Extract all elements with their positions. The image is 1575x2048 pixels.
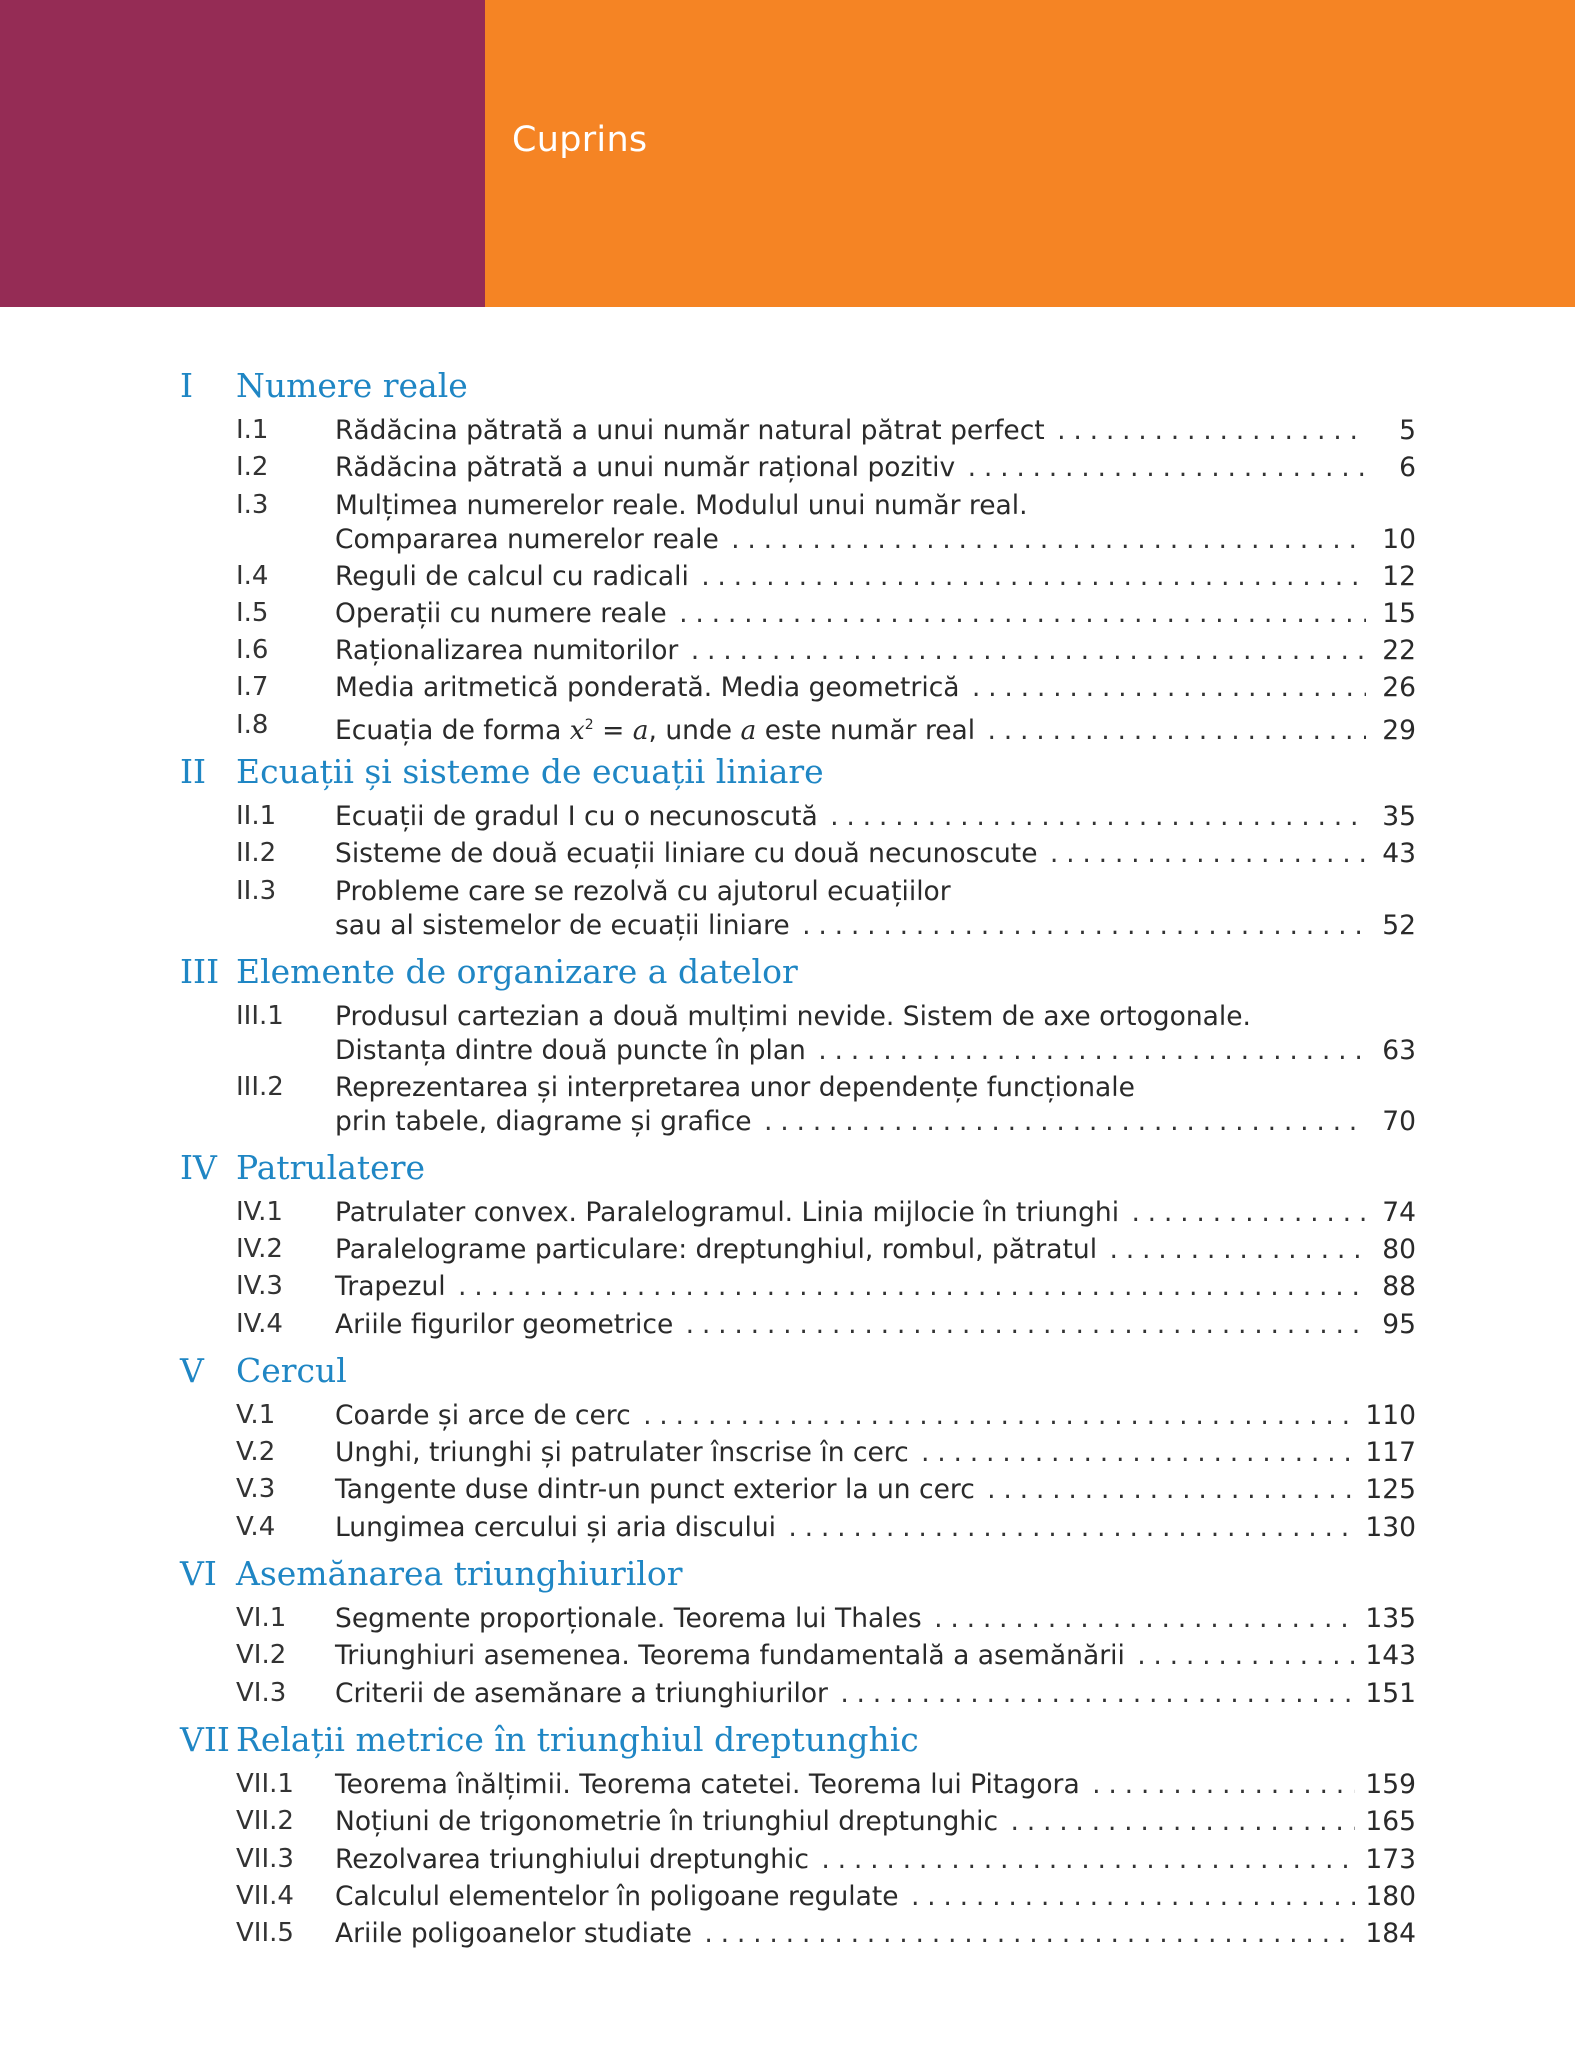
entry-code: IV.4 [236,1308,283,1339]
page-number: 26 [1382,672,1416,704]
entry-code: VI.2 [236,1640,287,1671]
page-number: 117 [1365,1437,1416,1469]
toc-entry[interactable] [180,558,1416,595]
entry-title: Coarde și arce de cerc [335,1399,631,1431]
page-number: 165 [1365,1806,1416,1838]
entry-code: VII.1 [236,1768,294,1799]
dot-leader [1090,1768,1356,1805]
entry-title: Sisteme de două ecuații liniare cu două necunoscute [335,838,1038,870]
entry-code: VI.1 [236,1603,287,1634]
chapter-number: V [180,1350,204,1390]
dot-leader [729,523,1366,560]
toc-entry[interactable] [180,595,1416,632]
entry-code: III.1 [236,1000,284,1031]
entry-title: Teorema înălțimii. Teorema catetei. Teorema lui Pitagora [335,1768,1080,1800]
page-number: 63 [1382,1034,1416,1066]
entry-code: I.4 [236,560,269,591]
entry-title: Calculul elementelor în poligoane regulate [335,1880,899,1912]
dot-leader [838,1677,1355,1714]
dot-leader [909,1880,1356,1917]
dot-leader [699,560,1366,597]
chapter-title: Elemente de organizare a datelor [236,951,798,991]
dot-leader [786,1511,1355,1548]
dot-leader [919,1436,1356,1473]
toc-entry[interactable] [180,1231,1416,1268]
page-number: 95 [1382,1308,1416,1340]
entry-title-line1: Produsul cartezian a două mulțimi nevide. Sistem de axe ortogonale. [335,1000,1251,1032]
chapter-title: Asemănarea triunghiurilor [236,1554,683,1594]
chapter-title: Numere reale [236,366,468,405]
chapter-number: I [180,366,194,405]
entry-code: V.4 [236,1511,276,1542]
chapter-3 [180,948,1416,1140]
toc-entry[interactable] [180,1878,1416,1915]
entry-title: Lungimea cercului și aria discului [335,1511,776,1543]
toc-entry[interactable] [180,1600,1416,1637]
toc-entry[interactable] [180,1397,1416,1434]
entry-code: VII.2 [236,1806,294,1837]
dot-leader [1055,414,1366,451]
page-number: 184 [1365,1918,1416,1950]
chapter-number: IV [180,1147,217,1187]
page-number: 35 [1382,801,1416,833]
toc-entry[interactable] [180,1268,1416,1305]
dot-leader [800,909,1366,946]
entry-title: Tangente duse dintr-un punct exterior la un cerc [335,1474,975,1506]
chapter-number: II [180,752,207,792]
entry-title: Paralelograme particulare: dreptunghiul, rombul, pătratul [335,1233,1098,1265]
dot-leader [985,714,1366,751]
entry-title: Reguli de calcul cu radicali [335,560,689,592]
toc-entry[interactable] [180,1803,1416,1840]
math-variable-a: a [740,714,757,746]
page-number: 5 [1399,415,1416,446]
toc-entry[interactable] [180,1766,1416,1803]
dot-leader [456,1270,1366,1307]
entry-title: Noțiuni de trigonometrie în triunghiul dreptunghic [335,1806,999,1838]
entry-code: VII.5 [236,1918,294,1949]
entry-title: Distanța dintre două puncte în plan [335,1034,806,1066]
page-number: 110 [1365,1399,1416,1431]
entry-title: Rezolvarea triunghiului dreptunghic [335,1843,809,1875]
entry-code: IV.3 [236,1271,283,1302]
entry-title-line1: Mulțimea numerelor reale. Modulul unui număr real. [335,489,1028,521]
toc-entry[interactable] [180,632,1416,669]
chapter-heading [180,1347,1416,1397]
chapter-heading [180,948,1416,998]
chapter-5 [180,1347,1416,1546]
entry-title: Operații cu numere reale [335,597,667,629]
page-number: 80 [1382,1233,1416,1265]
toc-entry[interactable] [180,798,1416,835]
toc-entry[interactable] [180,1675,1416,1712]
math-variable-a: a [632,714,649,746]
entry-code: VII.4 [236,1880,294,1911]
chapter-2 [180,748,1416,944]
page-number: 135 [1365,1603,1416,1635]
toc-entry[interactable] [180,487,1416,558]
entry-title: Ariile figurilor geometrice [335,1308,674,1340]
entry-code: V.3 [236,1474,276,1505]
entry-title: Patrulater convex. Paralelogramul. Linia mijlocie în triunghi [335,1196,1120,1228]
entry-title: sau al sistemelor de ecuații liniare [335,909,790,941]
chapter-title: Relații metrice în triunghiul dreptunghic [236,1719,919,1759]
toc-entry[interactable] [180,669,1416,706]
entry-code: I.6 [236,635,269,666]
entry-title-line1: Probleme care se rezolvă cu ajutorul ecuațiilor [335,875,951,907]
header-band-right [485,0,1575,307]
page-number: 70 [1382,1105,1416,1137]
chapter-heading [180,362,1416,412]
entry-title: Unghi, triunghi și patrulater înscrise în cerc [335,1437,909,1469]
toc-entry[interactable] [180,1509,1416,1546]
toc-entry[interactable] [180,1306,1416,1343]
dot-leader [1048,837,1367,874]
chapter-number: VI [180,1554,217,1594]
dot-leader [828,800,1366,837]
toc-entry[interactable] [180,1471,1416,1508]
toc-entry[interactable] [180,1841,1416,1878]
page-number: 125 [1365,1474,1416,1506]
entry-title: Criterii de asemănare a triunghiurilor [335,1677,828,1709]
math-variable-x: x [569,714,585,746]
entry-code: V.2 [236,1437,276,1468]
page-number: 12 [1382,560,1416,592]
entry-code: I.7 [236,672,269,703]
dot-leader [762,1105,1366,1142]
dot-leader [819,1843,1355,1880]
entry-title: Rădăcina pătrată a unui număr natural pătrat perfect [335,415,1045,446]
toc-entry[interactable] [180,1069,1416,1140]
entry-title: Ariile poligoanelor studiate [335,1918,692,1950]
dot-leader [702,1917,1355,1954]
chapter-heading [180,1550,1416,1600]
dot-leader [683,1308,1366,1345]
entry-title: Media aritmetică ponderată. Media geometrică [335,672,960,704]
dot-leader [932,1602,1356,1639]
entry-code: II.3 [236,875,277,906]
entry-code: IV.1 [236,1196,283,1227]
page-number: 143 [1365,1640,1416,1672]
toc-entry[interactable] [180,449,1416,486]
toc-entry[interactable] [180,998,1416,1069]
page-number: 173 [1365,1843,1416,1875]
entry-code: I.2 [236,452,269,483]
page-number: 151 [1365,1677,1416,1709]
entry-title-line1: Reprezentarea și interpretarea unor dependențe funcționale [335,1071,1135,1103]
table-of-contents [180,362,1416,1952]
dot-leader [677,597,1366,634]
chapter-number: VII [180,1719,230,1759]
entry-title: Raționalizarea numitorilor [335,635,679,667]
page-number: 22 [1382,635,1416,667]
entry-title: Triunghiuri asemenea. Teorema fundamentală a asemănării [335,1640,1125,1672]
chapter-4 [180,1144,1416,1343]
dot-leader [1008,1805,1355,1842]
chapter-number: III [180,951,220,991]
page-title: Cuprins [512,120,648,160]
entry-title: Compararea numerelor reale [335,523,719,555]
page-number: 88 [1382,1271,1416,1303]
entry-code: IV.2 [236,1233,283,1264]
page-number: 29 [1382,714,1416,746]
toc-entry[interactable] [180,1194,1416,1231]
page-number: 10 [1382,523,1416,555]
dot-leader [970,671,1367,708]
dot-leader [1107,1233,1366,1270]
dot-leader [641,1399,1356,1436]
toc-entry[interactable] [180,873,1416,944]
chapter-title: Patrulatere [236,1147,426,1187]
entry-title: Rădăcina pătrată a unui număr rațional pozitiv [335,452,956,484]
entry-title: Trapezul [335,1271,446,1303]
page-number: 6 [1399,452,1416,484]
entry-code: I.3 [236,489,269,520]
entry-code: VII.3 [236,1843,294,1874]
page-number: 180 [1365,1880,1416,1912]
dot-leader [1129,1196,1366,1233]
entry-title: Segmente proporționale. Teorema lui Thales [335,1603,922,1635]
dot-leader [965,451,1366,488]
page-number: 74 [1382,1196,1416,1228]
chapter-6 [180,1550,1416,1712]
page-number: 43 [1382,838,1416,870]
entry-code: II.2 [236,838,277,869]
entry-code: VI.3 [236,1677,287,1708]
page-number: 130 [1365,1511,1416,1543]
toc-entry[interactable] [180,412,1416,449]
entry-code: I.8 [236,709,269,740]
chapter-7 [180,1716,1416,1952]
dot-leader [985,1473,1356,1510]
page-number: 52 [1382,909,1416,941]
entry-code: I.5 [236,597,269,628]
dot-leader [1135,1639,1356,1676]
chapter-heading [180,1716,1416,1766]
toc-entry[interactable] [180,1637,1416,1674]
chapter-1 [180,362,1416,744]
entry-title: Ecuația de forma $x^2 = a$, unde a este număr real [335,714,976,746]
toc-entry[interactable] [180,707,1416,744]
entry-code: V.1 [236,1399,276,1430]
chapter-title: Cercul [236,1350,347,1390]
entry-title: Ecuații de gradul I cu o necunoscută [335,801,818,833]
entry-title: prin tabele, diagrame și grafice [335,1105,752,1137]
dot-leader [816,1034,1366,1071]
toc-entry[interactable] [180,1434,1416,1471]
page-number: 15 [1382,597,1416,629]
entry-code: III.2 [236,1071,284,1102]
entry-code: II.1 [236,801,277,832]
chapter-heading [180,1144,1416,1194]
header-band-left [0,0,485,307]
chapter-title: Ecuații și sisteme de ecuații liniare [236,752,824,792]
entry-code: I.1 [236,415,269,445]
toc-entry[interactable] [180,1915,1416,1952]
dot-leader [688,634,1366,671]
toc-entry[interactable] [180,835,1416,872]
exponent: 2 [584,716,594,733]
chapter-heading [180,748,1416,798]
page-number: 159 [1365,1768,1416,1800]
